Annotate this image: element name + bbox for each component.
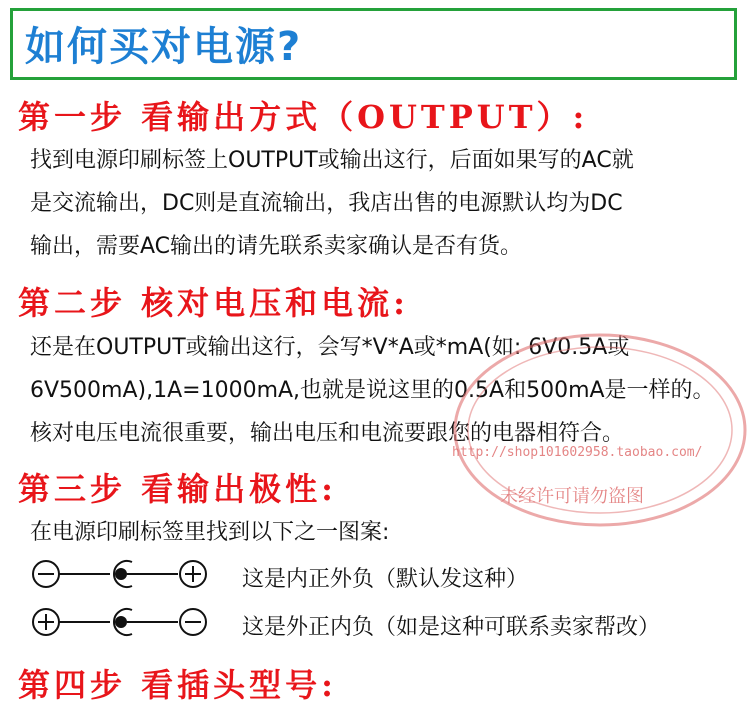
title-banner: [10, 8, 737, 80]
step-2-line-2: 6V500mA),1A=1000mA,也就是说这里的0.5A和500mA是一样的。: [30, 378, 715, 403]
step-1-heading: 第一步 看输出方式（OUTPUT）:: [18, 98, 589, 136]
step-3-heading: 第三步 看输出极性:: [18, 470, 337, 508]
step-1-line-2: 是交流输出，DC则是直流输出，我店出售的电源默认均为DC: [30, 191, 623, 216]
watermark-note: 未经许可请勿盗图: [500, 486, 644, 507]
step-3-intro: 在电源印刷标签里找到以下之一图案:: [30, 520, 390, 545]
step-4-heading: 第四步 看插头型号:: [18, 666, 337, 704]
polarity-1-description: 这是内正外负（默认发这种）: [242, 567, 529, 592]
step-1-line-1: 找到电源印刷标签上OUTPUT或输出这行，后面如果写的AC就: [30, 148, 634, 173]
polarity-center-positive-icon: [28, 556, 218, 592]
step-2-line-3: 核对电压电流很重要，输出电压和电流要跟您的电器相符合。: [30, 421, 625, 446]
step-2-line-1: 还是在OUTPUT或输出这行，会写*V*A或*mA(如: 6V0.5A或: [30, 335, 630, 360]
step-2-heading: 第二步 核对电压和电流:: [18, 284, 409, 322]
polarity-center-negative-icon: [28, 604, 218, 640]
polarity-2-description: 这是外正内负（如是这种可联系卖家帮改）: [242, 615, 661, 640]
step-1-line-3: 输出，需要AC输出的请先联系卖家确认是否有货。: [30, 234, 523, 259]
page-title: 如何买对电源?: [25, 24, 303, 70]
watermark-url: http://shop101602958.taobao.com/: [452, 445, 703, 460]
